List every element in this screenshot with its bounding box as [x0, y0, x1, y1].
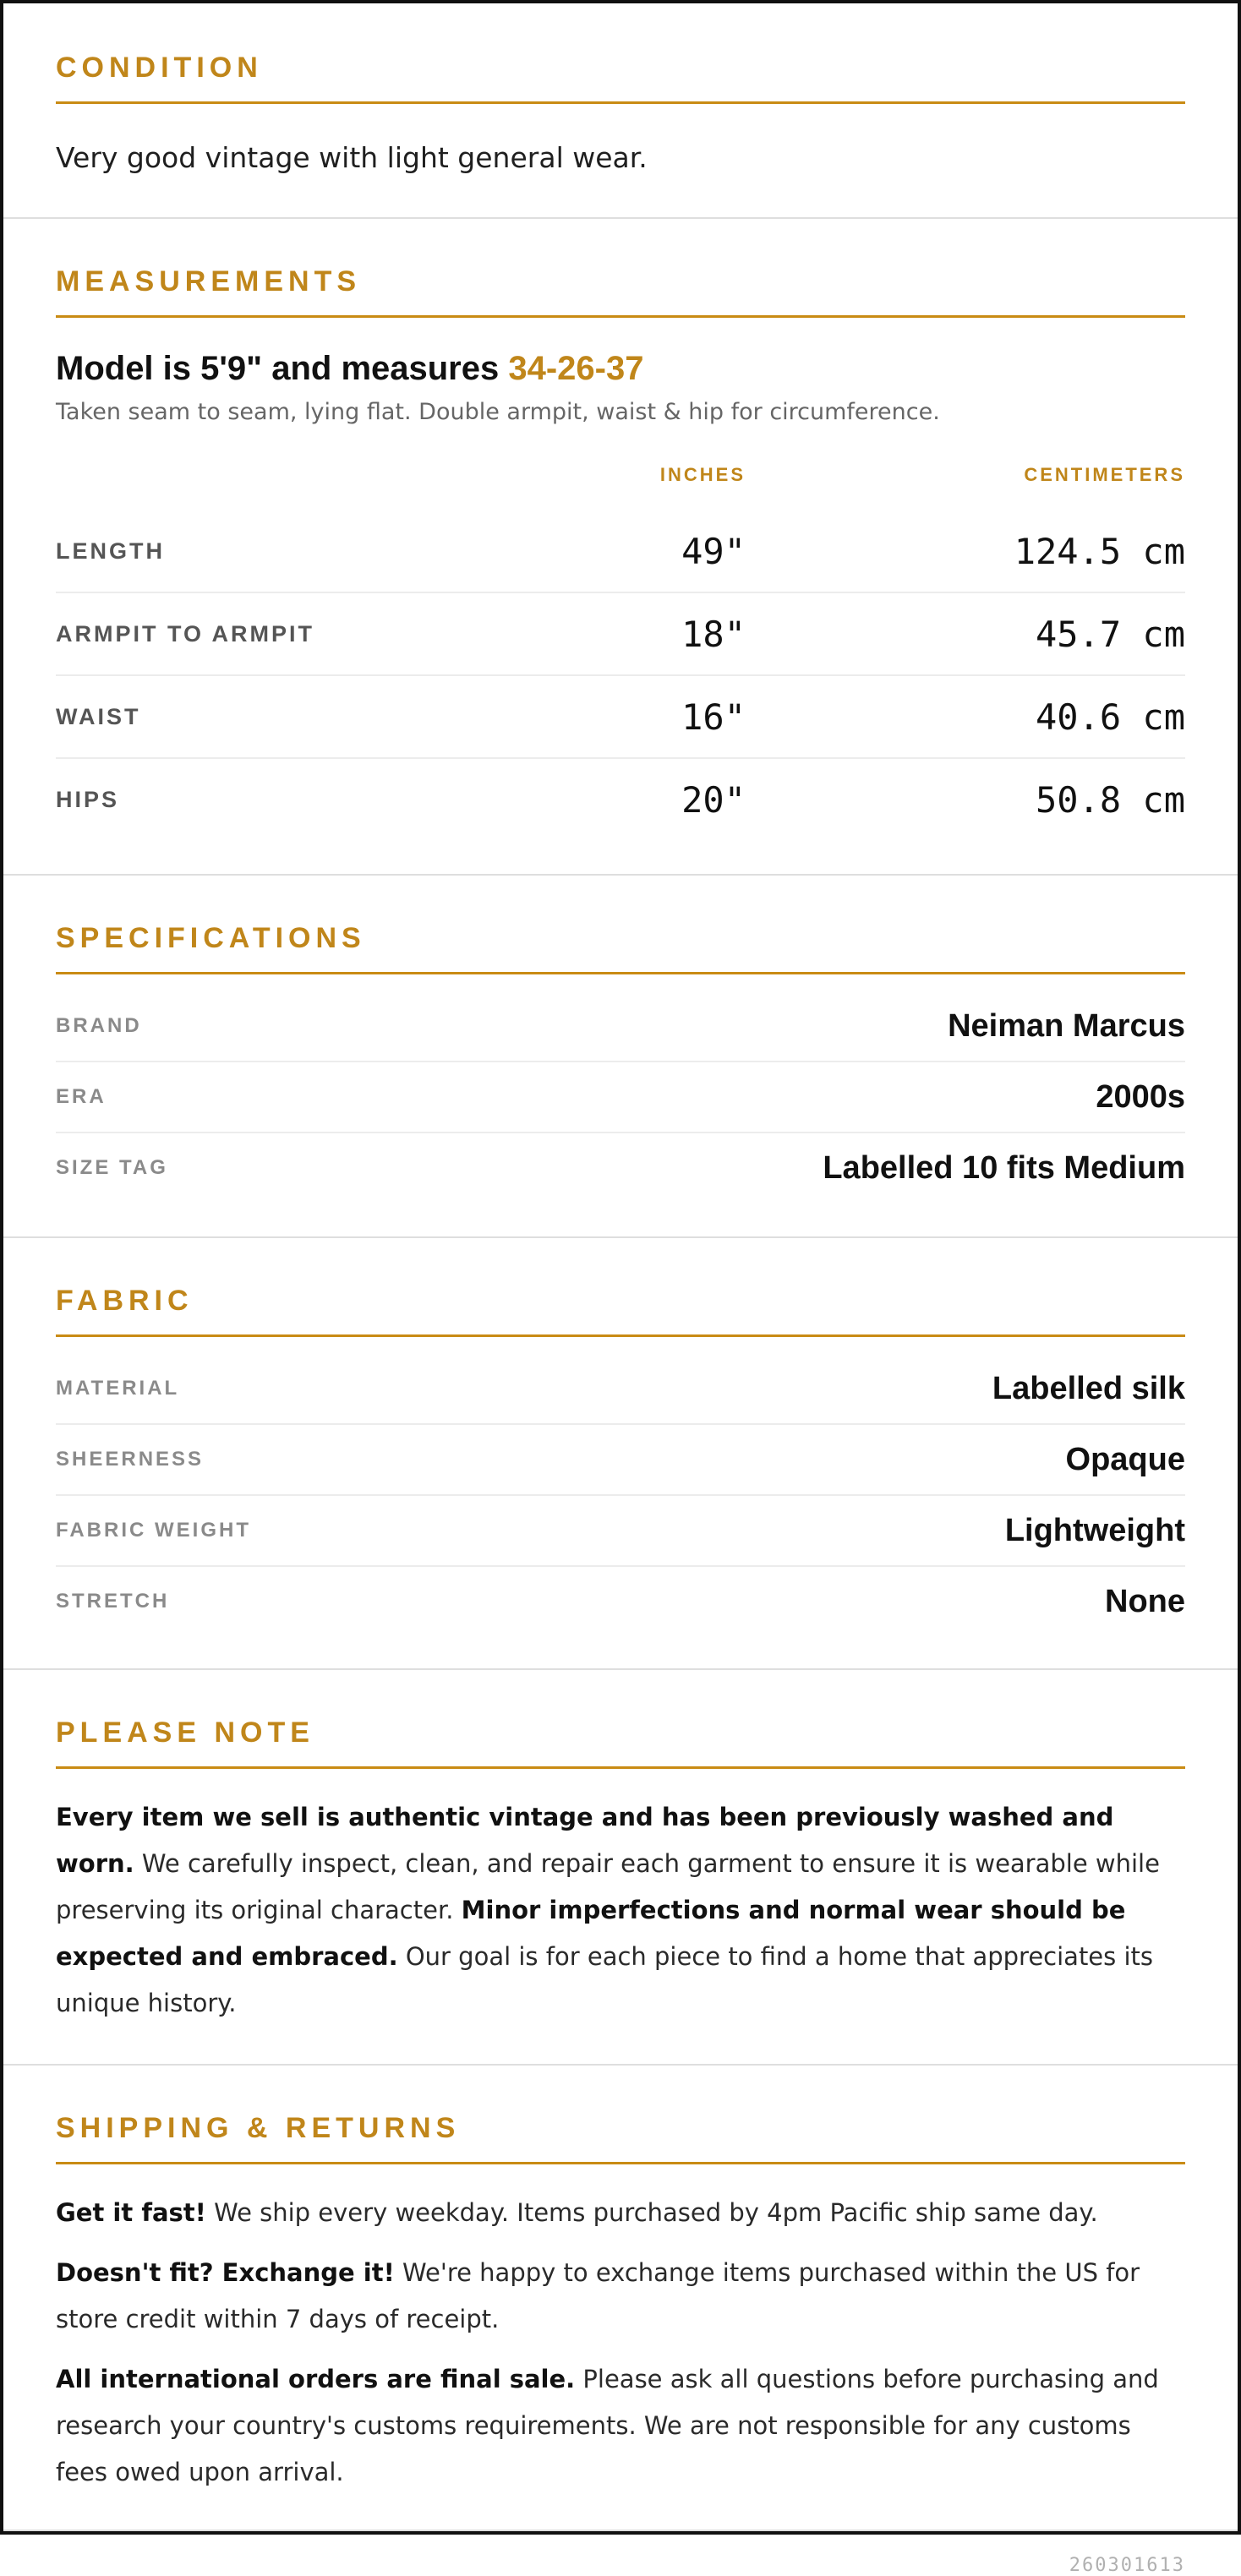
spec-label: BRAND [56, 1014, 142, 1037]
spec-row-era [56, 1062, 1185, 1133]
fabric-value: Opaque [1065, 1441, 1185, 1477]
shipping-bold-2: Doesn't fit? Exchange it! [56, 2258, 395, 2287]
measurement-row-hips [56, 759, 1185, 840]
measurement-inches: 16" [681, 696, 746, 738]
shipping-text-1: We ship every weekday. Items purchased by 4pm Pacific ship same day. [205, 2198, 1098, 2227]
spec-label: SIZE TAG [56, 1156, 168, 1179]
model-measurements [56, 348, 1185, 389]
fabric-row-weight [56, 1496, 1185, 1567]
centimeters-column-header: CENTIMETERS [1024, 464, 1185, 485]
model-measurements-prefix: Model is 5'9" and measures [56, 350, 509, 387]
measurement-label: LENGTH [56, 538, 165, 564]
fabric-value: None [1105, 1583, 1185, 1619]
please-note-divider [56, 1766, 1185, 1769]
shipping-bold-1: Get it fast! [56, 2198, 206, 2227]
shipping-paragraph-international [56, 2356, 1185, 2496]
please-note-text-1: We carefully inspect, clean, and repair each garment to ensure it is wearable while preserving its original character. [56, 1849, 1160, 1924]
fabric-label: MATERIAL [56, 1377, 180, 1400]
fabric-label: STRETCH [56, 1590, 170, 1613]
measurements-divider [56, 315, 1185, 318]
measurement-cm: 45.7 cm [1035, 613, 1185, 655]
fabric-row-material [56, 1354, 1185, 1425]
measurement-inches: 18" [681, 613, 746, 655]
fabric-value: Lightweight [1004, 1512, 1185, 1548]
measurement-row-length [56, 510, 1185, 593]
measurement-cm: 40.6 cm [1035, 696, 1185, 738]
measurement-label: WAIST [56, 703, 141, 729]
shipping-paragraph-fast [56, 2190, 1185, 2236]
measurements-header [56, 460, 1185, 490]
measurement-cm: 50.8 cm [1035, 778, 1185, 821]
shipping-title: SHIPPING & RETURNS [56, 2112, 461, 2144]
fabric-divider [56, 1334, 1185, 1337]
please-note-bold-2: Minor imperfections and normal wear should be expected and embraced. [56, 1896, 1126, 1971]
model-measurements-value: 34-26-37 [508, 350, 644, 387]
measurement-row-waist [56, 676, 1185, 759]
condition-divider [56, 101, 1185, 104]
please-note-bold-1: Every item we sell is authentic vintage and has been previously washed and worn. [56, 1803, 1114, 1878]
fabric-section [3, 1238, 1238, 1670]
please-note-paragraph [56, 1794, 1185, 2027]
measurements-section [3, 219, 1238, 876]
spec-row-brand [56, 991, 1185, 1062]
measurement-method-note: Taken seam to seam, lying flat. Double armpit, waist & hip for circumference. [56, 399, 940, 425]
spec-row-size-tag [56, 1133, 1185, 1203]
measurement-label: ARMPIT TO ARMPIT [56, 620, 314, 647]
spec-label: ERA [56, 1085, 107, 1108]
fabric-label: SHEERNESS [56, 1448, 205, 1471]
measurement-cm: 124.5 cm [1014, 530, 1185, 572]
please-note-text-2: Our goal is for each piece to find a home that appreciates its unique history. [56, 1942, 1154, 2017]
specifications-divider [56, 972, 1185, 974]
shipping-divider [56, 2162, 1185, 2164]
fabric-title: FABRIC [56, 1285, 194, 1317]
spec-value: Neiman Marcus [948, 1007, 1185, 1044]
spec-value: Labelled 10 fits Medium [823, 1149, 1185, 1186]
condition-section [3, 3, 1238, 219]
specifications-section [3, 876, 1238, 1238]
please-note-title: PLEASE NOTE [56, 1716, 314, 1749]
shipping-bold-3: All international orders are final sale. [56, 2365, 576, 2393]
measurements-title: MEASUREMENTS [56, 265, 362, 297]
shipping-text-3: Please ask all questions before purchasing and research your country's customs requirements. We are not responsible for any customs fees owed upon arrival. [56, 2365, 1159, 2486]
condition-text: Very good vintage with light general wear. [56, 141, 648, 174]
spec-value: 2000s [1096, 1078, 1185, 1115]
shipping-section [3, 2066, 1238, 2531]
shipping-text-2: We're happy to exchange items purchased within the US for store credit within 7 days of receipt. [56, 2258, 1140, 2333]
inches-column-header: INCHES [659, 464, 746, 485]
fabric-label: FABRIC WEIGHT [56, 1519, 251, 1542]
shipping-paragraph-exchange [56, 2250, 1185, 2343]
measurement-row-armpit [56, 593, 1185, 676]
measurement-inches: 20" [681, 778, 746, 821]
measurement-label: HIPS [56, 786, 120, 812]
fabric-value: Labelled silk [992, 1370, 1185, 1406]
measurements-table [56, 510, 1185, 840]
please-note-section [3, 1670, 1238, 2066]
fabric-row-stretch [56, 1567, 1185, 1636]
fabric-row-sheerness [56, 1425, 1185, 1496]
condition-title: CONDITION [56, 52, 263, 84]
measurement-inches: 49" [681, 530, 746, 572]
footer-code: 260301613 [1069, 2555, 1185, 2576]
specifications-title: SPECIFICATIONS [56, 922, 366, 954]
